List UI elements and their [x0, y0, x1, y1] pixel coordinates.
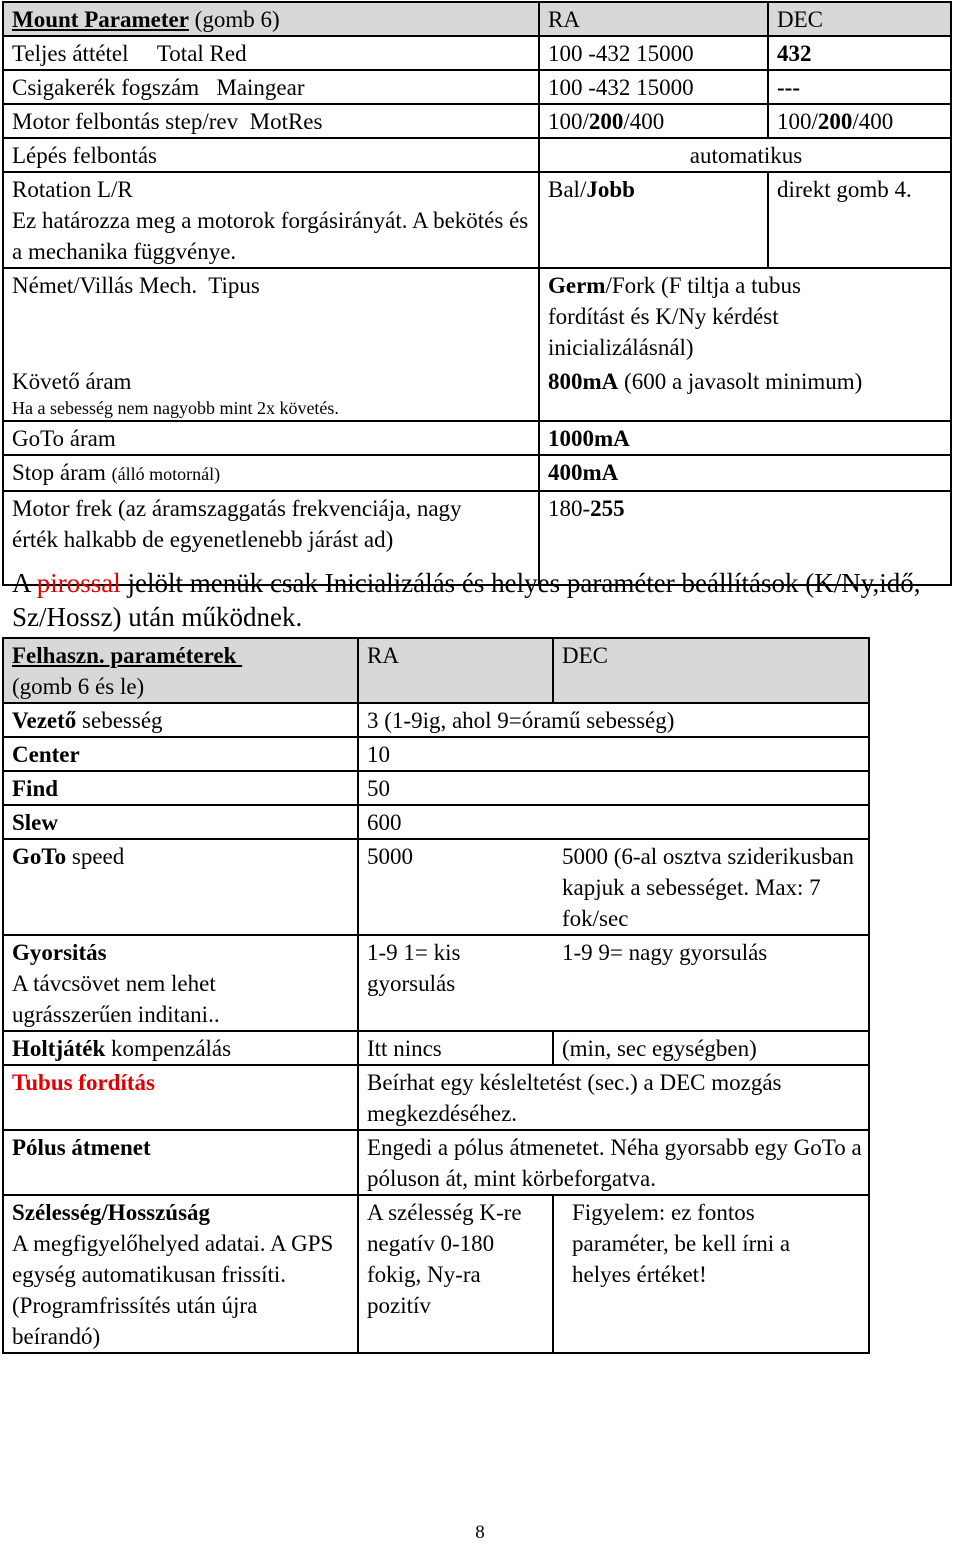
row-label: Teljes áttétel Total Red	[3, 36, 539, 70]
row-label	[3, 1195, 358, 1353]
note-paragraph	[12, 566, 956, 634]
page-number: 8	[475, 1522, 485, 1543]
table-row	[3, 70, 951, 104]
row-label	[3, 172, 539, 268]
row-label-rest: kompenzálás	[105, 1036, 232, 1061]
stop-current-value: 400mA	[539, 455, 951, 491]
table-row	[3, 1031, 869, 1065]
mech-value-bold: Germ	[548, 273, 606, 298]
row-label: GoTo áram	[3, 421, 539, 455]
stop-current-label: Stop áram	[12, 460, 112, 485]
goto-speed-ra: 5000	[358, 839, 553, 935]
row-label-bold: Szélesség/Hosszúság	[12, 1200, 211, 1225]
table-row	[3, 421, 951, 455]
motor-freq-a: 180-	[548, 496, 591, 521]
mount-title-cell	[3, 2, 539, 36]
mount-col-ra: RA	[539, 2, 768, 36]
latlon-ra: A szélesség K-re negatív 0-180 fokig, Ny-ra pozitív	[358, 1195, 553, 1353]
row-label-rest: A megfigyelőhelyed adatai. A GPS egység automatikusan frissíti. (Programfrissítés után újra beírandó)	[12, 1231, 334, 1349]
user-title-cell	[3, 638, 358, 703]
row-label: Lépés felbontás	[3, 138, 539, 172]
ra-value-a: 100/	[548, 109, 589, 134]
ra-value-a: Bal/	[548, 177, 587, 202]
table-row	[3, 1130, 869, 1195]
motor-freq-b: 255	[590, 496, 625, 521]
row-label: Slew	[3, 805, 358, 839]
ra-value: 100 -432 15000	[539, 70, 768, 104]
row-label: Német/Villás Mech. Tipus	[3, 268, 539, 364]
goto-speed-dec: 5000 (6-al osztva sziderikusban kapjuk a sebességet. Max: 7 fok/sec	[553, 839, 869, 935]
row-label: Find	[3, 771, 358, 805]
user-title-sub: (gomb 6 és le)	[12, 674, 145, 699]
ra-value-b: 200	[588, 109, 624, 134]
table-row	[3, 455, 951, 491]
note-red: pirossal	[36, 568, 121, 598]
ra-value-c: /400	[623, 109, 665, 134]
mount-header-row	[3, 2, 951, 36]
table-row	[3, 172, 951, 268]
track-current-label: Követő áram	[12, 369, 132, 394]
stop-current-note: (álló motornál)	[111, 464, 221, 484]
tube-flip-value: Beírhat egy késleltetést (sec.) a DEC mozgás megkezdéséhez.	[358, 1065, 869, 1130]
dec-value	[768, 104, 951, 138]
accel-dec: 1-9 9= nagy gyorsulás	[553, 935, 869, 1031]
rotation-desc: Ez határozza meg a motorok forgásirányát. A bekötés és a mechanika függvénye.	[12, 208, 529, 264]
mount-title: Mount Parameter	[12, 7, 189, 32]
track-current-value-bold: 800mA	[548, 369, 619, 394]
table-row	[3, 737, 869, 771]
user-parameter-table	[2, 637, 870, 1354]
slew-value: 600	[358, 805, 869, 839]
row-label-rest: speed	[66, 844, 125, 869]
ra-value: 100 -432 15000	[539, 36, 768, 70]
track-current-value	[539, 364, 951, 421]
note-a: A	[12, 568, 37, 598]
user-header-row	[3, 638, 869, 703]
row-label: Csigakerék fogszám Maingear	[3, 70, 539, 104]
user-col-ra: RA	[358, 638, 553, 703]
find-value: 50	[358, 771, 869, 805]
row-label	[3, 935, 358, 1031]
table-row	[3, 839, 869, 935]
mech-value	[539, 268, 951, 364]
ra-value	[539, 172, 768, 268]
row-label: Motor frek (az áramszaggatás frekvenciája, nagy érték halkabb de egyenetlenebb járást ad)	[3, 491, 539, 585]
dec-value: direkt gomb 4.	[768, 172, 951, 268]
user-col-dec: DEC	[553, 638, 869, 703]
step-value: automatikus	[539, 138, 951, 172]
mount-col-dec: DEC	[768, 2, 951, 36]
rotation-label: Rotation L/R	[12, 177, 133, 202]
table-row	[3, 364, 951, 421]
table-row	[3, 935, 869, 1031]
table-row	[3, 268, 951, 364]
backlash-dec: (min, sec egységben)	[553, 1031, 869, 1065]
row-label	[3, 1031, 358, 1065]
pole-crossing-value: Engedi a pólus átmenetet. Néha gyorsabb egy GoTo a póluson át, mint körbeforgatva.	[358, 1130, 869, 1195]
row-label: Tubus fordítás	[3, 1065, 358, 1130]
row-label-rest: sebesség	[76, 708, 163, 733]
track-current-value-rest: (600 a javasolt minimum)	[618, 369, 863, 394]
center-value: 10	[358, 737, 869, 771]
ra-value-b: Jobb	[586, 177, 635, 202]
table-row	[3, 1065, 869, 1130]
dec-value-a: 100/	[777, 109, 818, 134]
table-row	[3, 104, 951, 138]
track-current-desc: Ha a sebesség nem nagyobb mint 2x követés.	[12, 398, 339, 418]
row-label-bold: Holtjáték	[12, 1036, 106, 1061]
mount-title-sub: (gomb 6)	[188, 7, 280, 32]
table-row	[3, 771, 869, 805]
row-label	[3, 703, 358, 737]
mount-parameter-table	[2, 1, 952, 586]
table-row	[3, 1195, 869, 1353]
row-label	[3, 364, 539, 421]
dec-value-c: /400	[852, 109, 894, 134]
table-row	[3, 138, 951, 172]
goto-current-value: 1000mA	[539, 421, 951, 455]
table-row	[3, 703, 869, 737]
backlash-ra: Itt nincs	[358, 1031, 553, 1065]
row-label-bold: GoTo	[12, 844, 67, 869]
row-label: Pólus átmenet	[3, 1130, 358, 1195]
row-label	[3, 455, 539, 491]
dec-value: 432	[768, 36, 951, 70]
user-title: Felhaszn. paraméterek	[12, 643, 243, 668]
row-label: Motor felbontás step/rev MotRes	[3, 104, 539, 138]
dec-value: ---	[768, 70, 951, 104]
note-b: jelölt menük csak Inicializálás és helyes paraméter beállítások (K/Ny,idő, Sz/Hossz) után működnek.	[12, 568, 921, 632]
row-label-bold: Gyorsitás	[12, 940, 107, 965]
row-label-bold: Vezető	[12, 708, 77, 733]
latlon-dec: Figyelem: ez fontos paraméter, be kell írni a helyes értéket!	[553, 1195, 869, 1353]
table-row	[3, 805, 869, 839]
drive-speed-value: 3 (1-9ig, ahol 9=óramű sebesség)	[358, 703, 869, 737]
dec-value-b: 200	[817, 109, 853, 134]
row-label-rest: A távcsövet nem lehet ugrásszerűen inditani..	[12, 971, 220, 1027]
row-label: Center	[3, 737, 358, 771]
row-label	[3, 839, 358, 935]
accel-ra: 1-9 1= kis gyorsulás	[358, 935, 553, 1031]
ra-value	[539, 104, 768, 138]
table-row	[3, 36, 951, 70]
mech-value-rest: /Fork (F tiltja a tubus fordítást és K/Ny kérdést inicializálásnál)	[548, 273, 801, 360]
